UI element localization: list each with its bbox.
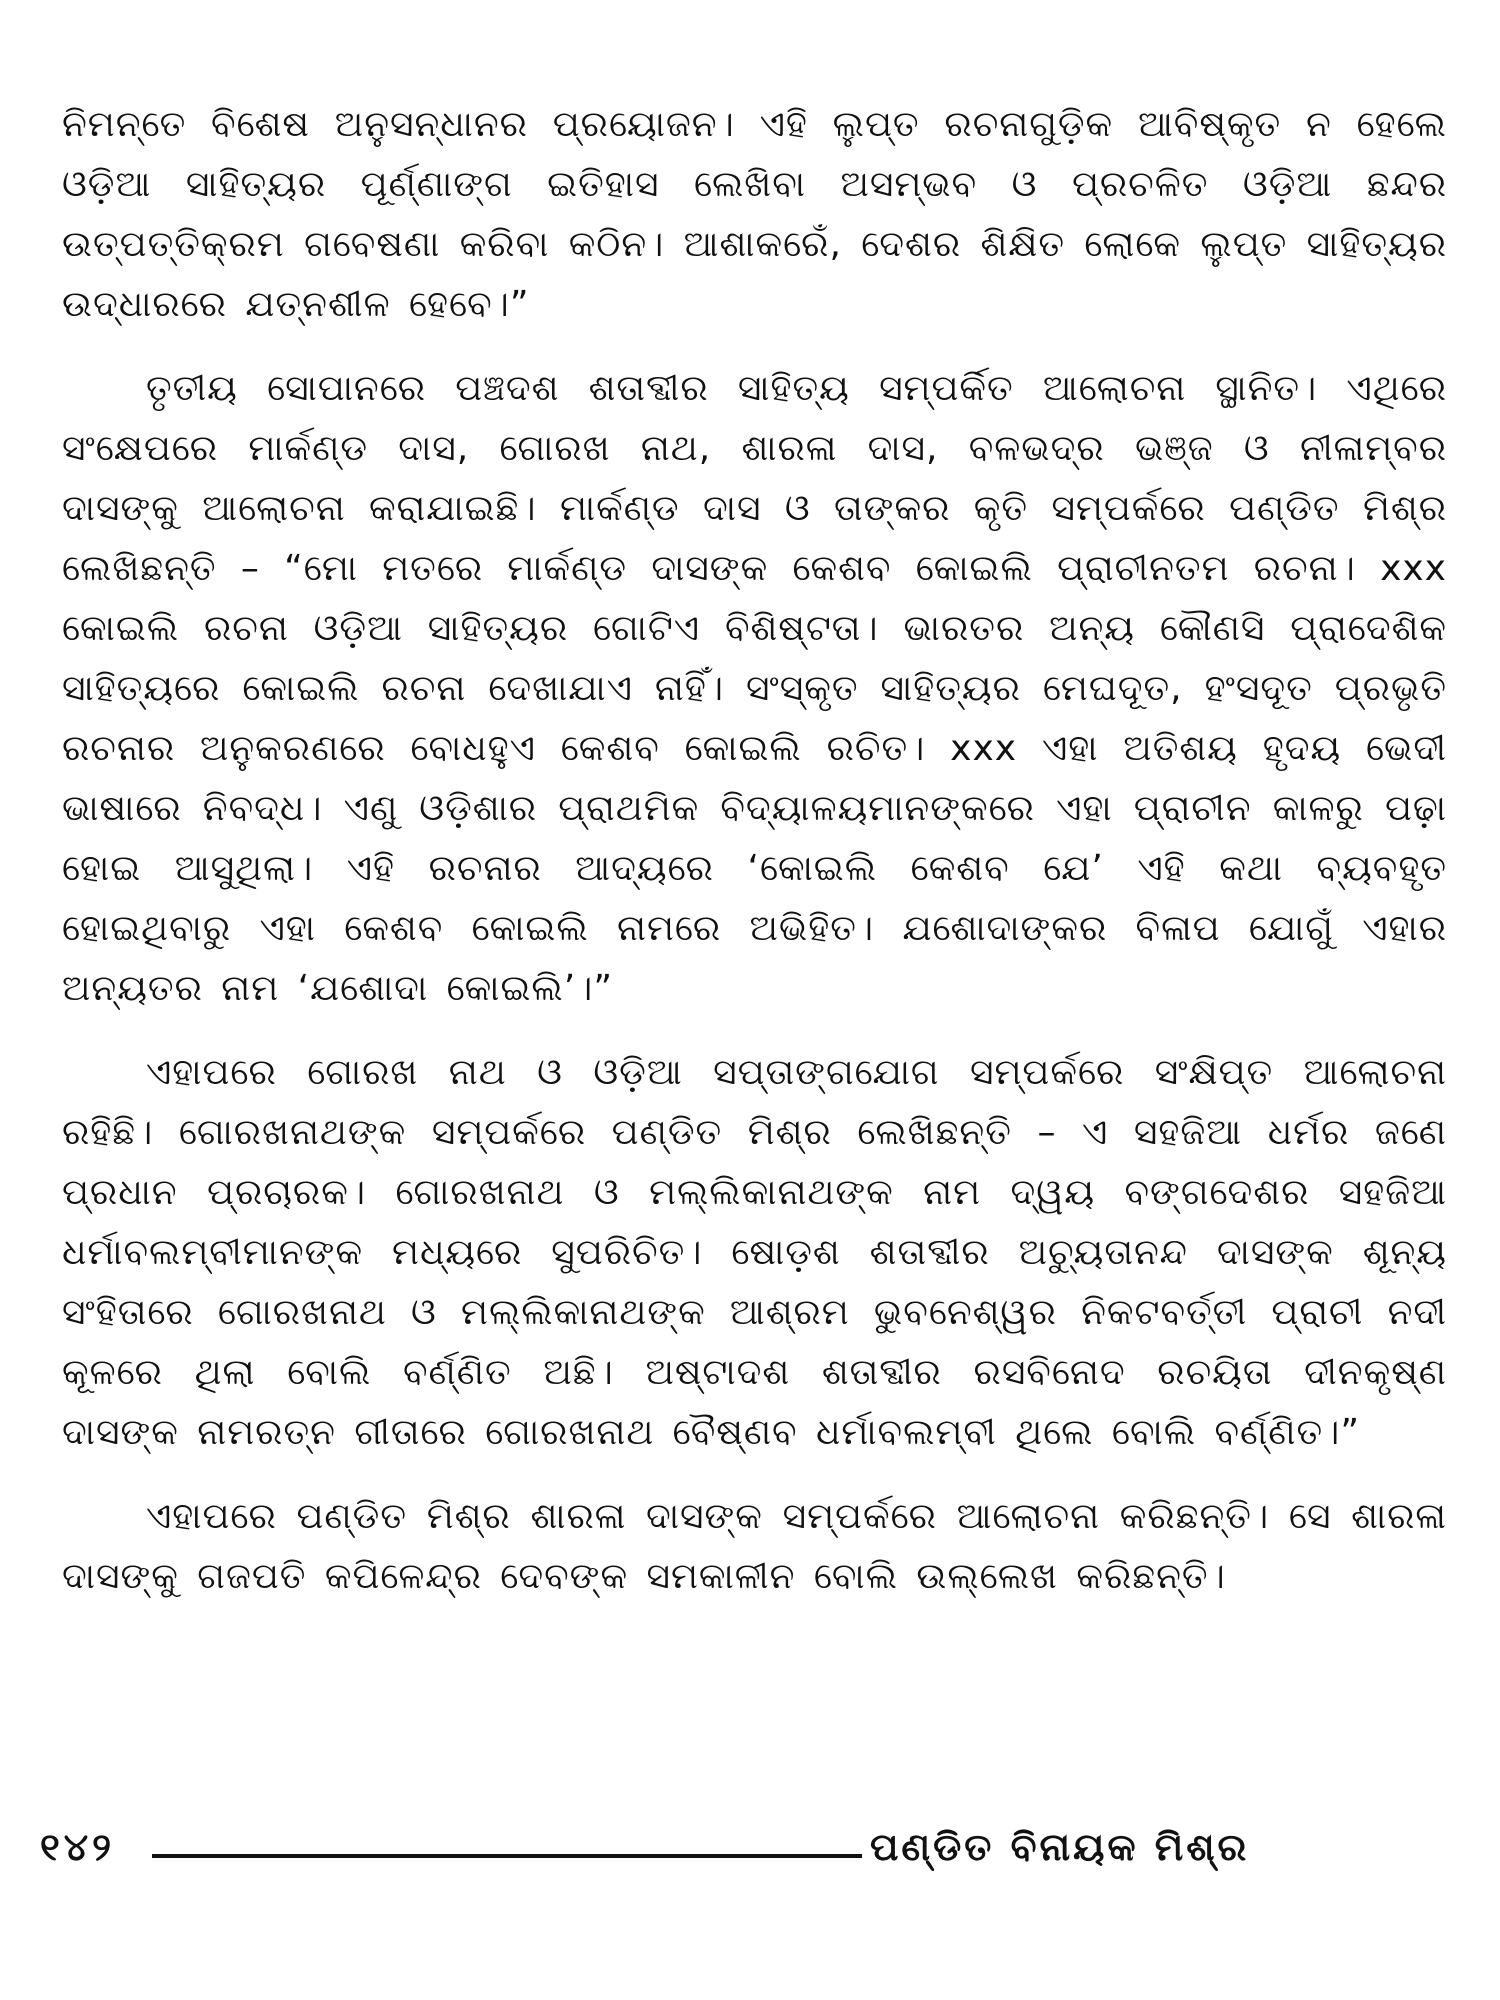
page-number: ୧୪୨	[40, 1825, 116, 1869]
paragraph-continuation: ନିମନ୍ତେ ବିଶେଷ ଅନୁସନ୍ଧାନର ପ୍ରୟୋଜନ। ଏହି ଲୁପ୍ତ ରଚନାଗୁଡ଼ିକ ଆବିଷ୍କୃତ ନ ହେଲେ ଓଡ଼ିଆ ସାହିତ୍ୟର ପୂର୍ଣ୍ଣାଙ୍ଗ ଇତିହାସ ଲେଖିବା ଅସମ୍ଭବ ଓ ପ୍ରଚଳିତ ଓଡ଼ିଆ ଛନ୍ଦର ଉତ୍ପତ୍ତିକ୍ରମ ଗବେଷଣା କରିବା କଠିନ। ଆଶାକରେଁ, ଦେଶର ଶିକ୍ଷିତ ଲୋକେ ଲୁପ୍ତ ସାହିତ୍ୟର ଉଦ୍ଧାରରେ ଯତ୍ନଶୀଳ ହେବେ।”	[62, 104, 1447, 325]
page-footer	[40, 1822, 1250, 1872]
footer-rule	[152, 1854, 862, 1858]
paragraph-fifteenth-century: ତୃତୀୟ ସୋପାନରେ ପଞ୍ଚଦଶ ଶତାବ୍ଦୀର ସାହିତ୍ୟ ସମ୍ପର୍କିତ ଆଲୋଚନା ସ୍ଥାନିତ। ଏଥିରେ ସଂକ୍ଷେପରେ ମାର୍କଣ୍ଡ ଦାସ, ଗୋରଖ ନାଥ, ଶାରଳା ଦାସ, ବଳଭଦ୍ର ଭଞ୍ଜ ଓ ନୀଳାମ୍ବର ଦାସଙ୍କୁ ଆଲୋଚନା କରାଯାଇଛି। ମାର୍କଣ୍ଡ ଦାସ ଓ ତାଙ୍କର କୃତି ସମ୍ପର୍କରେ ପଣ୍ଡିତ ମିଶ୍ର ଲେଖିଛନ୍ତି – “ମୋ ମତରେ ମାର୍କଣ୍ଡ ଦାସଙ୍କ କେଶବ କୋଇଲି ପ୍ରାଚୀନତମ ରଚନା। xxx କୋଇଲି ରଚନା ଓଡ଼ିଆ ସାହିତ୍ୟର ଗୋଟିଏ ବିଶିଷ୍ଟତା। ଭାରତର ଅନ୍ୟ କୌଣସି ପ୍ରାଦେଶିକ ସାହିତ୍ୟରେ କୋଇଲି ରଚନା ଦେଖାଯାଏ ନାହିଁ। ସଂସ୍କୃତ ସାହିତ୍ୟର ମେଘଦୂତ, ହଂସଦୂତ ପ୍ରଭୃତି ରଚନାର ଅନୁକରଣରେ ବୋଧହୁଏ କେଶବ କୋଇଲି ରଚିତ। xxx ଏହା ଅତିଶୟ ହୃଦୟ ଭେଦୀ ଭାଷାରେ ନିବଦ୍ଧ। ଏଣୁ ଓଡ଼ିଶାର ପ୍ରାଥମିକ ବିଦ୍ୟାଳୟମାନଙ୍କରେ ଏହା ପ୍ରାଚୀନ କାଳରୁ ପଢ଼ା ହୋଇ ଆସୁଥିଲା। ଏହି ରଚନାର ଆଦ୍ୟରେ ‘କୋଇଲି କେଶବ ଯେ’ ଏହି କଥା ବ୍ୟବହୃତ ହୋଇଥିବାରୁ ଏହା କେଶବ କୋଇଲି ନାମରେ ଅଭିହିତ। ଯଶୋଦାଙ୍କର ବିଳାପ ଯୋଗୁଁ ଏହାର ଅନ୍ୟତର ନାମ ‘ଯଶୋଦା କୋଇଲି’।”	[62, 368, 1447, 1009]
running-title: ପଣ୍ଡିତ ବିନାୟକ ମିଶ୍ର	[870, 1825, 1250, 1869]
body-text	[62, 95, 1447, 1607]
paragraph-gorakhnath: ଏହାପରେ ଗୋରଖ ନାଥ ଓ ଓଡ଼ିଆ ସପ୍ତାଙ୍ଗଯୋଗ ସମ୍ପର୍କରେ ସଂକ୍ଷିପ୍ତ ଆଲୋଚନା ରହିଛି। ଗୋରଖନାଥଙ୍କ ସମ୍ପର୍କରେ ପଣ୍ଡିତ ମିଶ୍ର ଲେଖିଛନ୍ତି – ଏ ସହଜିଆ ଧର୍ମର ଜଣେ ପ୍ରଧାନ ପ୍ରଚାରକ। ଗୋରଖନାଥ ଓ ମଲ୍ଲିକାନାଥଙ୍କ ନାମ ଦ୍ୱୟ ବଙ୍ଗଦେଶର ସହଜିଆ ଧର୍ମାବଲମ୍ବୀମାନଙ୍କ ମଧ୍ୟରେ ସୁପରିଚିତ। ଷୋଡ଼ଶ ଶତାବ୍ଦୀର ଅଚ୍ୟୁତାନନ୍ଦ ଦାସଙ୍କ ଶୂନ୍ୟ ସଂହିତାରେ ଗୋରଖନାଥ ଓ ମଲ୍ଲିକାନାଥଙ୍କ ଆଶ୍ରମ ଭୁବନେଶ୍ୱର ନିକଟବର୍ତ୍ତୀ ପ୍ରାଚୀ ନଦୀ କୂଳରେ ଥିଲା ବୋଲି ବର୍ଣ୍ଣିତ ଅଛି। ଅଷ୍ଟାଦଶ ଶତାବ୍ଦୀର ରସବିନୋଦ ରଚୟିତା ଦୀନକୃଷ୍ଣ ଦାସଙ୍କ ନାମରତ୍ନ ଗୀତାରେ ଗୋରଖନାଥ ବୈଷ୍ଣବ ଧର୍ମାବଲମ୍ବୀ ଥିଲେ ବୋଲି ବର୍ଣ୍ଣିତ।”	[62, 1052, 1447, 1453]
paragraph-sarala-das: ଏହାପରେ ପଣ୍ଡିତ ମିଶ୍ର ଶାରଳା ଦାସଙ୍କ ସମ୍ପର୍କରେ ଆଲୋଚନା କରିଛନ୍ତି। ସେ ଶାରଳା ଦାସଙ୍କୁ ଗଜପତି କପିଳେନ୍ଦ୍ର ଦେବଙ୍କ ସମକାଳୀନ ବୋଲି ଉଲ୍ଲେଖ କରିଛନ୍ତି।	[62, 1496, 1447, 1597]
